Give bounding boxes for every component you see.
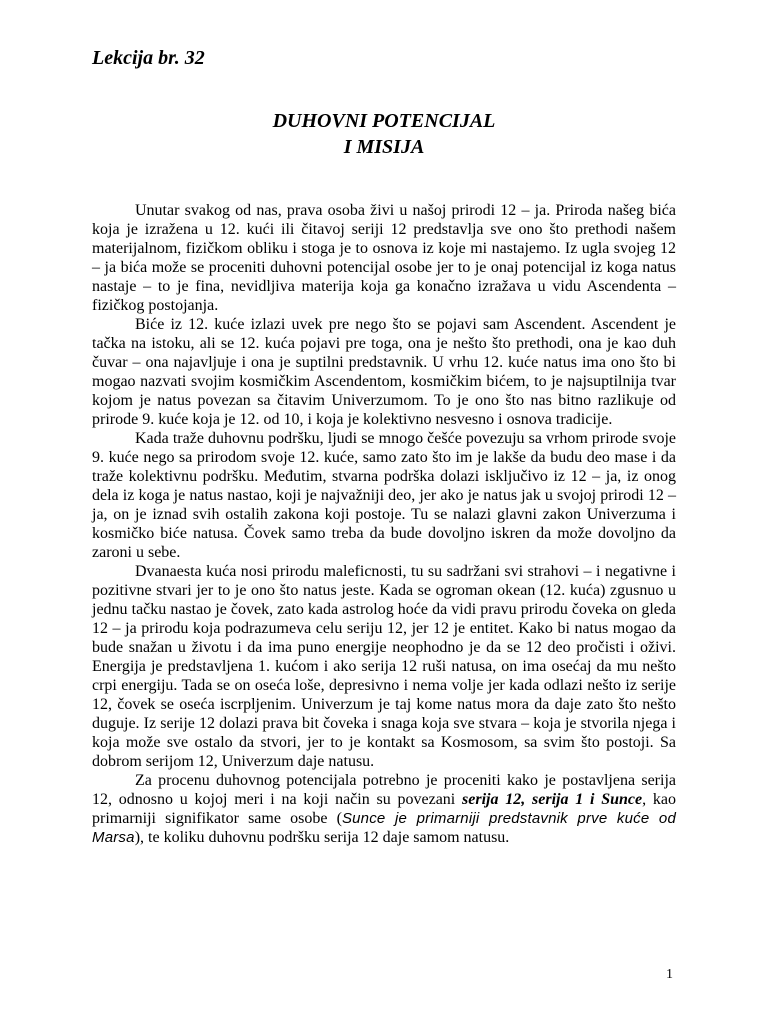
- paragraph: Unutar svakog od nas, prava osoba živi u našoj prirodi 12 – ja. Priroda našeg bića koja je izražena u 12. kući ili čitavoj seriji 12 predstavlja sve ono što prethodi našem materijalnom, fizičkom obliku i stoga je to osnova iz koje mi nastajemo. Iz ugla svojeg 12 – ja bića može se proceniti duhovni potencijal osobe jer to je onaj potencijal iz koga natus nastaje – to je fina, nevidljiva materija koja ga konačno izražava u vidu Ascendenta – fizičkog postojanja.: [92, 202, 676, 314]
- page-number: 1: [666, 967, 673, 982]
- document-title-line-2: I MISIJA: [343, 136, 425, 158]
- paragraph-text: Za procenu duhovnog potencijala potrebno je proceniti kako je postavljena serija 12, odnosno u kojoj meri i na koji način su povezani: [92, 772, 676, 808]
- document-title-line-1: DUHOVNI POTENCIJAL: [272, 110, 496, 132]
- paragraph: Kada traže duhovnu podršku, ljudi se mnogo češće povezuju sa vrhom prirode svoje 9. kuće nego sa prirodom svoje 12. kuće, samo zato što im je lakše da budu deo mase i da traže kolektivnu podršku. Međutim, stvarna podrška dolazi isključivo iz 12 – ja, iz onog dela iz koga je natus nastao, koji je najvažniji deo, jer ako je natus jak u svojoj prirodi 12 – ja, on je iznad svih ostalih zakona koji postoje. Tu se nalazi glavni zakon Univerzuma i kosmičko biće natusa. Čovek samo treba da bude dovoljno iskren da može dovoljno da zaroni u sebe.: [92, 430, 676, 561]
- paragraph-text: , kao primarniji signifikator same osobe (: [92, 791, 677, 827]
- paragraph-last: [92, 771, 676, 847]
- body-text: [92, 201, 676, 847]
- paragraph: Biće iz 12. kuće izlazi uvek pre nego što se pojavi sam Ascendent. Ascendent je tačka na istoku, ali se 12. kuća pojavi pre toga, ona je nešto što prethodi, ona je kao duh čuvar – ona najavljuje i ona je suptilni predstavnik. U vrhu 12. kuće natus ima ono što bi mogao nazvati svojim kosmičkim Ascendentom, kosmičkim bićem, to je najsuptilnija tvar kojom je natus povezan sa čitavim Univerzumom. To je ono što nas bitno razlikuje od prirode 9. kuće koja je 12. od 10, i koja je kolektivno nesvesno i osnova tradicije.: [92, 316, 676, 428]
- emphasis-sun-note: Sunce je primarniji predstavnik prve kuće od Marsa: [92, 810, 677, 846]
- document-title: [0, 108, 768, 160]
- lesson-title: Lekcija br. 32: [92, 47, 205, 69]
- paragraph: Dvanaesta kuća nosi prirodu maleficnosti, tu su sadržani svi strahovi – i negativne i pozitivne stvari jer to je ono što natus jeste. Kada se ogroman okean (12. kuća) zgusnuo u jednu tačku nastao je čovek, zato kada astrolog hoće da vidi pravu prirodu čoveka on gleda 12 – ja prirodu koja podrazumeva celu seriju 12, jer 12 je entitet. Kako bi natus mogao da bude snažan u životu i da ima puno energije neophodno je da se 12 deo pročisti i oživi. Energija je predstavljena 1. kućom i ako serija 12 ruši natusa, on ima osećaj da mu nešto crpi energiju. Tada se on oseća loše, depresivno i nema volje jer kada odlazi nešto iz serije 12, čovek se oseća iscrpljenim. Univerzum je taj kome natus mora da daje zato što nešto duguje. Iz serije 12 dolazi prava bit čoveka i snaga koja sve stvara – koja je stvorila njega i koja može sve ostalo da stvori, jer to je kontakt sa Kosmosom, sa svim što postoji. Sa dobrom serijom 12, Univerzum daje natusu.: [92, 563, 676, 770]
- paragraph-text: ), te koliku duhovnu podršku serija 12 daje samom natusu.: [134, 829, 510, 846]
- emphasis-series: serija 12, serija 1 i Sunce: [462, 791, 643, 808]
